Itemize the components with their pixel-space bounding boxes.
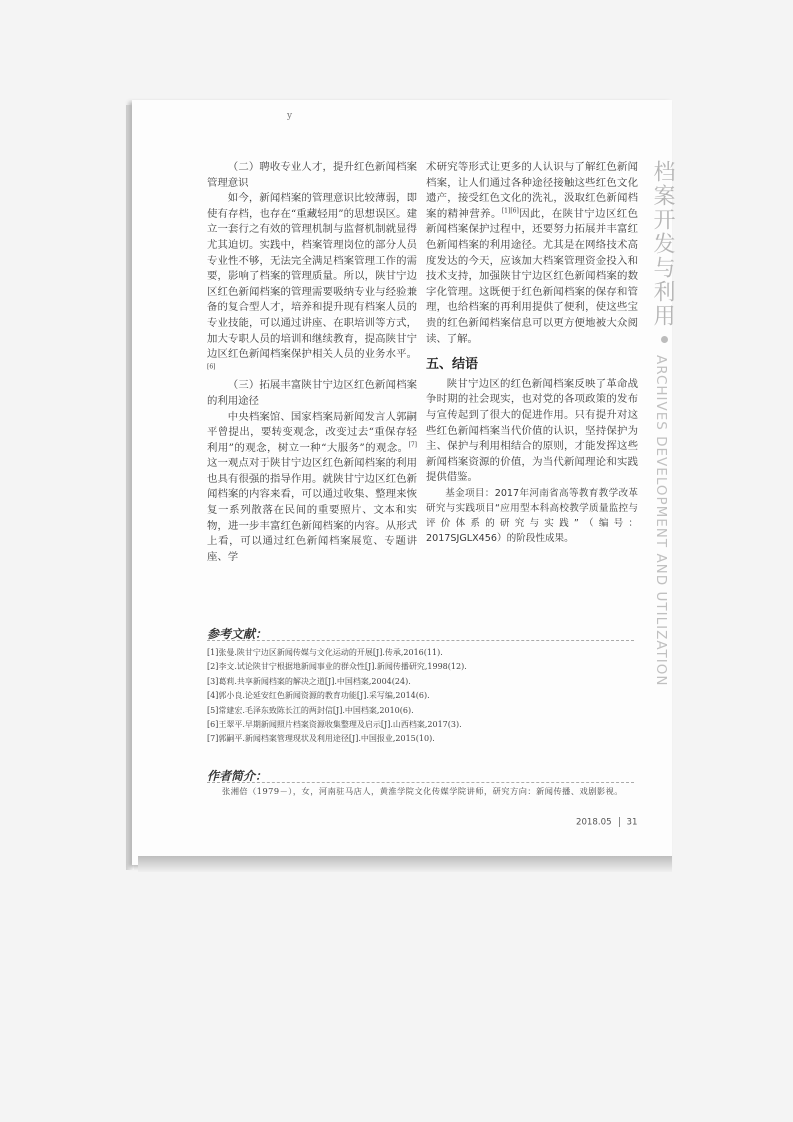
author-bio: 张湘倍（1979－），女，河南驻马店人，黄淮学院文化传媒学院讲师，研究方向：新闻传播、戏剧影视。 [222,786,623,796]
page-number: 31 [626,817,638,828]
paragraph: 如今，新闻档案的管理意识比较薄弱，即使有存档，也存在“重藏轻用”的思想误区。建立一套行之有效的管理机制与监督机制就显得尤其迫切。实践中，档案管理岗位的部分人员专业性不够，无法完全满足档案管理工作的需要，影响了档案的管理质量。所以，陕甘宁边区红色新闻档案的管理需要吸纳专业与经验兼备的复合型人才，培养和提升现有档案人员的专业技能，可以通过讲座、在职培训等方式，加大专职人员的培训和继续教育，提高陕甘宁边区红色新闻档案保护相关人员的业务水平。[6] [207,192,417,371]
bullet-dot-icon [661,336,668,343]
right-column [426,160,638,546]
reference-item: [7]郭嗣平.新闻档案管理现状及利用途径[J].中国报业,2015(10). [207,734,435,744]
subheading-3: （三）拓展丰富陕甘宁边区红色新闻档案的利用途径 [207,379,417,407]
reference-item: [6]王翠平.早期新闻照片档案资源收集整理及启示[J].山西档案,2017(3). [207,720,462,730]
paragraph: 陕甘宁边区的红色新闻档案反映了革命战争时期的社会现实，也对党的各项政策的发布与宣传起到了很大的促进作用。只有提升对这些红色新闻档案当代价值的认识，坚持保护为主、保护与利用相结合的原则，才能发挥这些新闻档案资源的价值，为当代新闻理论和实践提供借鉴。 [426,377,638,484]
citation: [7] [408,441,417,449]
divider [207,782,634,783]
divider [207,640,634,641]
citation: [6] [207,363,216,371]
reference-item: [5]常建宏.毛泽东致陈长江的两封信[J].中国档案,2010(6). [207,705,414,715]
section-heading: 五、结语 [426,357,479,373]
references-list [207,646,637,747]
paragraph: 中央档案馆、国家档案局新闻发言人郭嗣平曾提出，要转变观念，改变过去“重保存轻利用”的观念，树立一种“大服务”的观念。[7]这一观点对于陕甘宁边区红色新闻档案的利用也具有很强的指导作用。就陕甘宁边区红色新闻档案的内容来看，可以通过收集、整理来恢复一系列散落在民间的重要照片、文本和实物，进一步丰富红色新闻档案的内容。从形式上看，可以通过红色新闻档案展览、专题讲座、学 [207,410,417,563]
separator [619,817,620,827]
subheading-2: （二）聘收专业人才，提升红色新闻档案管理意识 [207,161,417,189]
left-column [207,160,417,565]
fund-note: 基金项目：2017年河南省高等教育教学改革研究与实践项目“应用型本科高校教学质量监控与评价体系的研究与实践”（编号：2017SJGLX456）的阶段性成果。 [426,487,638,544]
reference-item: [1]张曼.陕甘宁边区新闻传媒与文化运动的开展[J].传承,2016(11). [207,648,443,657]
column-title-en: ARCHIVES DEVELOPMENT AND UTILIZATION [653,355,669,687]
author-title: 作者简介： [207,769,268,783]
reference-item: [3]葛莉.共享新闻档案的解决之道[J].中国档案,2004(24). [207,676,411,686]
page-bottom-shadow [138,856,672,872]
paragraph: 术研究等形式让更多的人认识与了解红色新闻档案，让人们通过各种途径接触这些红色文化遗产，接受红色文化的洗礼，汲取红色新闻档案的精神营养。[1][6]因此，在陕甘宁边区红色新闻档案保护过程中，还要努力拓展并丰富红色新闻档案的利用途径。尤其是在网络技术高度发达的今天，应该加大档案管理资金投入和技术支持，加强陕甘宁边区红色新闻档案的数字化管理。这既便于红色新闻档案的保存和管理，也给档案的再利用提供了便利，使这些宝贵的红色新闻档案信息可以更方便地被大众阅读、了解。 [426,161,639,345]
page-footer [576,817,637,828]
references-title: 参考文献： [207,627,268,641]
reference-item: [2]李文.试论陕甘宁根据地新闻事业的群众性[J].新闻传播研究,1998(12). [207,662,467,672]
issue-number: 2018.05 [576,817,612,828]
top-mark: y [287,111,293,121]
column-title [650,160,680,328]
column-title-cn: 档案开发与利用 [650,160,675,328]
reference-item: [4]郭小良.论延安红色新闻资源的教育功能[J].采写编,2014(6). [207,691,430,701]
citation: [1][6] [501,207,519,215]
